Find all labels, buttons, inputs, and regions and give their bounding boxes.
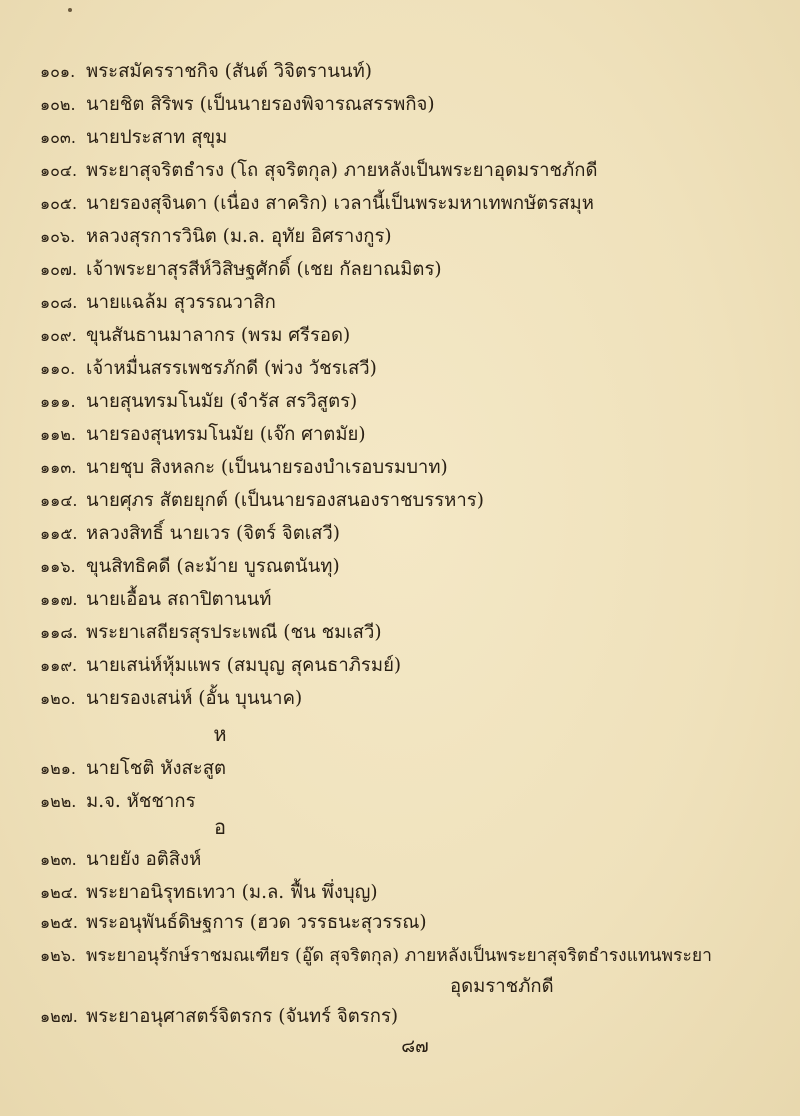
list-item	[40, 385, 780, 419]
list-item	[40, 550, 780, 584]
entry-number: ๑๒๓.	[40, 850, 77, 869]
entry-number: ๑๐๘.	[40, 293, 78, 312]
entry-text: พระสมัครราชกิจ (สันต์ วิจิตรานนท์)	[86, 61, 372, 82]
entry-number: ๑๑๓.	[40, 458, 77, 477]
entry-text: หลวงสิทธิ์ นายเวร (จิตร์ จิตเสวี)	[86, 523, 340, 544]
list-item	[40, 220, 780, 254]
list-item	[40, 154, 780, 188]
list-item	[40, 121, 780, 155]
entry-text: พระอนุพันธ์ดิษฐการ (ฮวด วรรธนะสุวรรณ)	[86, 912, 427, 933]
page-number: ๘๗	[401, 1036, 429, 1057]
entry-number: ๑๑๑.	[40, 392, 76, 411]
entry-text: นายชุบ สิงหลกะ (เป็นนายรองบำเรอบรมบาท)	[86, 457, 448, 478]
list-item	[40, 319, 780, 353]
list-item	[40, 418, 780, 452]
list-item	[40, 187, 780, 221]
entry-number: ๑๐๗.	[40, 260, 78, 279]
list-item	[40, 517, 780, 551]
list-item	[40, 583, 780, 617]
entry-number: ๑๑๐.	[40, 359, 76, 378]
entry-text: นายเอื้อน สถาปิตานนท์	[86, 589, 272, 610]
entry-number: ๑๑๙.	[40, 656, 78, 675]
entry-number: ๑๐๓.	[40, 128, 76, 147]
entry-text: พระยาอนุรักษ์ราชมณเฑียร (อู๊ด สุจริตกุล) ภายหลังเป็นพระยาสุจริตธำรงแทนพระยา	[86, 946, 712, 966]
entry-text: พระยาสุจริตธำรง (โถ สุจริตกุล) ภายหลังเป็นพระยาอุดมราชภักดี	[86, 160, 598, 181]
entry-text: นายยัง อติสิงห์	[86, 849, 202, 870]
list-item	[40, 649, 780, 683]
entry-number: ๑๑๔.	[40, 491, 78, 510]
list-item	[40, 286, 780, 320]
entry-number: ๑๐๑.	[40, 62, 76, 81]
entry-text: ขุนสันธานมาลากร (พรม ศรีรอด)	[86, 325, 351, 346]
entry-text: เจ้าพระยาสุรสีห์วิสิษฐศักดิ์ (เชย กัลยาณมิตร)	[86, 259, 442, 280]
entry-number: ๑๒๕.	[40, 913, 78, 932]
entry-number: ๑๐๙.	[40, 326, 77, 345]
entry-number: ๑๒๔.	[40, 883, 78, 902]
list-item	[40, 352, 780, 386]
section-header-o: อ	[213, 815, 226, 839]
list-item	[40, 55, 780, 89]
entry-number: ๑๐๒.	[40, 95, 76, 114]
entry-text: นายโชติ หังสะสูต	[86, 758, 227, 779]
entry-number: ๑๐๕.	[40, 194, 78, 213]
entry-number: ๑๐๖.	[40, 227, 76, 246]
list-item	[40, 484, 780, 518]
entry-text: ขุนสิทธิคดี (ละม้าย บูรณตนันทุ)	[86, 556, 340, 577]
entry-text: นายสุนทรมโนมัย (จำรัส สรวิสูตร)	[86, 391, 358, 412]
entry-number: ๑๒๖.	[40, 946, 76, 965]
entry-text: นายรองเสน่ห์ (อั้น บุนนาค)	[86, 688, 303, 709]
list-item	[40, 451, 780, 485]
entry-text: นายรองสุนทรมโนมัย (เจ๊ก ศาตมัย)	[86, 424, 366, 445]
entry-text: นายประสาท สุขุม	[86, 127, 228, 148]
entry-text: นายแฉล้ม สุวรรณวาสิก	[86, 292, 276, 313]
list-item	[40, 939, 780, 973]
list-item	[40, 682, 780, 716]
entry-text: นายเสน่ห์หุ้มแพร (สมบุญ สุคนธาภิรมย์)	[86, 655, 402, 676]
entry-number: ๑๒๒.	[40, 792, 77, 811]
entry-continuation: อุดมราชภักดี	[450, 976, 554, 997]
entry-number: ๑๑๕.	[40, 524, 78, 543]
list-item	[40, 906, 780, 940]
entry-number: ๑๒๐.	[40, 689, 76, 708]
list-item	[40, 876, 780, 910]
entry-number: ๑๑๘.	[40, 623, 78, 642]
list-item	[40, 88, 780, 122]
entry-text: นายรองสุจินดา (เนื่อง สาคริก) เวลานี้เป็นพระมหาเทพกษัตรสมุห	[86, 193, 594, 214]
entry-text: เจ้าหมื่นสรรเพชรภักดี (พ่วง วัชรเสวี)	[86, 358, 377, 379]
entry-text: หลวงสุรการวินิต (ม.ล. อุทัย อิศรางกูร)	[86, 226, 392, 247]
entry-number: ๑๑๖.	[40, 557, 76, 576]
list-item	[40, 616, 780, 650]
list-item	[40, 253, 780, 287]
entry-text: พระยาอนุศาสตร์จิตรกร (จันทร์ จิตรกร)	[86, 1006, 399, 1027]
entry-number: ๑๒๗.	[40, 1007, 78, 1026]
entry-text: นายศุภร สัตยยุกต์ (เป็นนายรองสนองราชบรรหาร)	[86, 490, 484, 511]
section-header-ho: ห	[213, 722, 227, 746]
entry-text: พระยาเสถียรสุรประเพณี (ชน ชมเสวี)	[86, 622, 382, 643]
entry-number: ๑๑๗.	[40, 590, 78, 609]
entry-text: พระยาอนิรุทธเทวา (ม.ล. ฟื้น พึ่งบุญ)	[86, 882, 378, 903]
list-item	[40, 843, 780, 877]
entry-text: ม.จ. หัชชากร	[86, 791, 196, 812]
entry-number: ๑๑๒.	[40, 425, 76, 444]
speck-mark	[68, 8, 72, 12]
entry-number: ๑๐๔.	[40, 161, 78, 180]
entry-number: ๑๒๑.	[40, 759, 76, 778]
list-item	[40, 785, 780, 819]
entry-text: นายชิต สิริพร (เป็นนายรองพิจารณสรรพกิจ)	[86, 94, 435, 115]
list-item	[40, 752, 780, 786]
list-item	[40, 1000, 780, 1034]
